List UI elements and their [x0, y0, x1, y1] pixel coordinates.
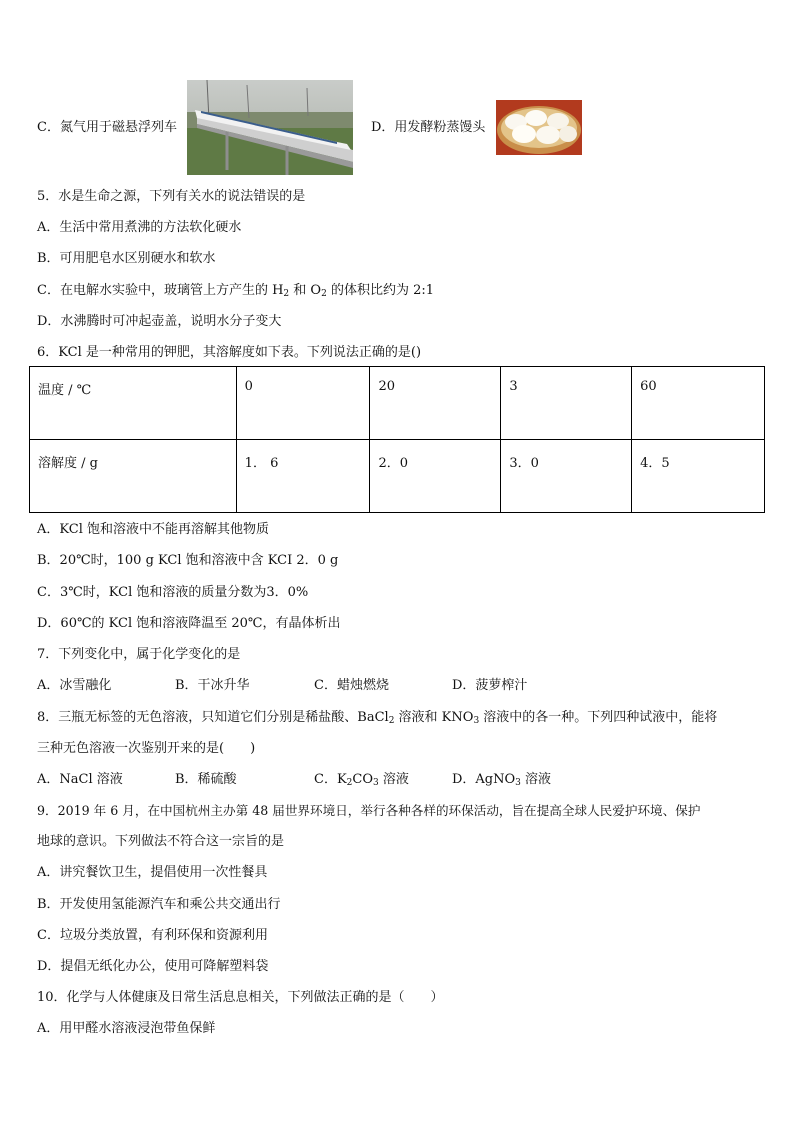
q8-stem-line1: 8．三瓶无标签的无色溶液，只知道它们分别是稀盐酸、BaCl$_2$ 溶液和 $KNO_3$ 溶液中的各一种。下列四种试液中，能将 [37, 710, 718, 726]
q6-option-b: B．20℃时，100 g KCl 饱和溶液中含 KCI 2．0 g [37, 553, 339, 568]
q9-option-d: D．提倡无纸化办公，使用可降解塑料袋 [37, 959, 269, 974]
table-row [30, 440, 765, 513]
q9-option-b: B．开发使用氢能源汽车和乘公共交通出行 [37, 897, 281, 912]
q5-option-d: D．水沸腾时可冲起壶盖，说明水分子变大 [37, 314, 282, 329]
steamed-buns-image [496, 100, 582, 155]
q8-options [37, 771, 737, 789]
q9-stem-line2: 地球的意识。下列做法不符合这一宗旨的是 [37, 834, 285, 849]
q10-option-a: A．用甲醛水溶液浸泡带鱼保鲜 [37, 1021, 216, 1036]
q7-option-b: B．干冰升华 [175, 678, 250, 693]
q6-option-d: D．60℃的 KCl 饱和溶液降温至 20℃，有晶体析出 [37, 616, 341, 631]
q7-option-a: A．冰雪融化 [37, 678, 112, 693]
table-cell: 20 [370, 367, 501, 440]
maglev-train-image [187, 80, 353, 175]
q8-option-c: C．$K_2CO_3$ 溶液 [314, 772, 409, 788]
q6-option-a: A．KCl 饱和溶液中不能再溶解其他物质 [37, 522, 269, 537]
q6-option-c: C．3℃时，KCl 饱和溶液的质量分数为3．0% [37, 585, 309, 600]
q9-option-a: A．讲究餐饮卫生，提倡使用一次性餐具 [37, 865, 268, 880]
table-cell: 溶解度 / g [30, 440, 237, 513]
q7-option-d: D．菠萝榨汁 [452, 678, 528, 693]
table-cell: 2．0 [370, 440, 501, 513]
q5-option-a: A．生活中常用煮沸的方法软化硬水 [37, 220, 242, 235]
q8-option-b: B．稀硫酸 [175, 772, 237, 787]
q5-option-b: B．可用肥皂水区别硬水和软水 [37, 251, 216, 266]
q7-options [37, 677, 737, 695]
table-cell: 温度 / ℃ [30, 367, 237, 440]
q5-option-c: C．在电解水实验中，玻璃管上方产生的 $H_2$ 和 $O_2$ 的体积比约为 2:1 [37, 283, 435, 299]
q9-stem-line1: 9．2019 年 6 月，在中国杭州主办第 48 届世界环境日，举行各种各样的环保活动，旨在提高全球人民爱护环境、保护 [37, 803, 701, 818]
q8-option-d: D．AgNO$_3$ 溶液 [452, 772, 552, 788]
q10-stem: 10．化学与人体健康及日常生活息息相关，下列做法正确的是（ ） [37, 990, 444, 1005]
q9-option-c: C．垃圾分类放置，有利环保和资源利用 [37, 928, 268, 943]
table-cell: 3 [501, 367, 632, 440]
solubility-table [29, 366, 765, 513]
q6-stem: 6．KCl 是一种常用的钾肥，其溶解度如下表。下列说法正确的是() [37, 345, 422, 360]
q4-option-c: C．氮气用于磁悬浮列车 [37, 120, 177, 135]
table-cell: 0 [236, 367, 370, 440]
table-cell: 1． 6 [236, 440, 370, 513]
table-cell: 60 [632, 367, 765, 440]
q7-stem: 7．下列变化中，属于化学变化的是 [37, 647, 241, 662]
q8-stem-line2: 三种无色溶液一次鉴别开来的是( ) [37, 741, 256, 756]
q5-stem: 5．水是生命之源，下列有关水的说法错误的是 [37, 189, 306, 204]
table-row [30, 367, 765, 440]
q7-option-c: C．蜡烛燃烧 [314, 678, 389, 693]
table-cell: 3．0 [501, 440, 632, 513]
q4-option-d: D．用发酵粉蒸馒头 [371, 120, 486, 135]
q8-option-a: A．NaCl 溶液 [37, 772, 123, 787]
table-cell: 4．5 [632, 440, 765, 513]
